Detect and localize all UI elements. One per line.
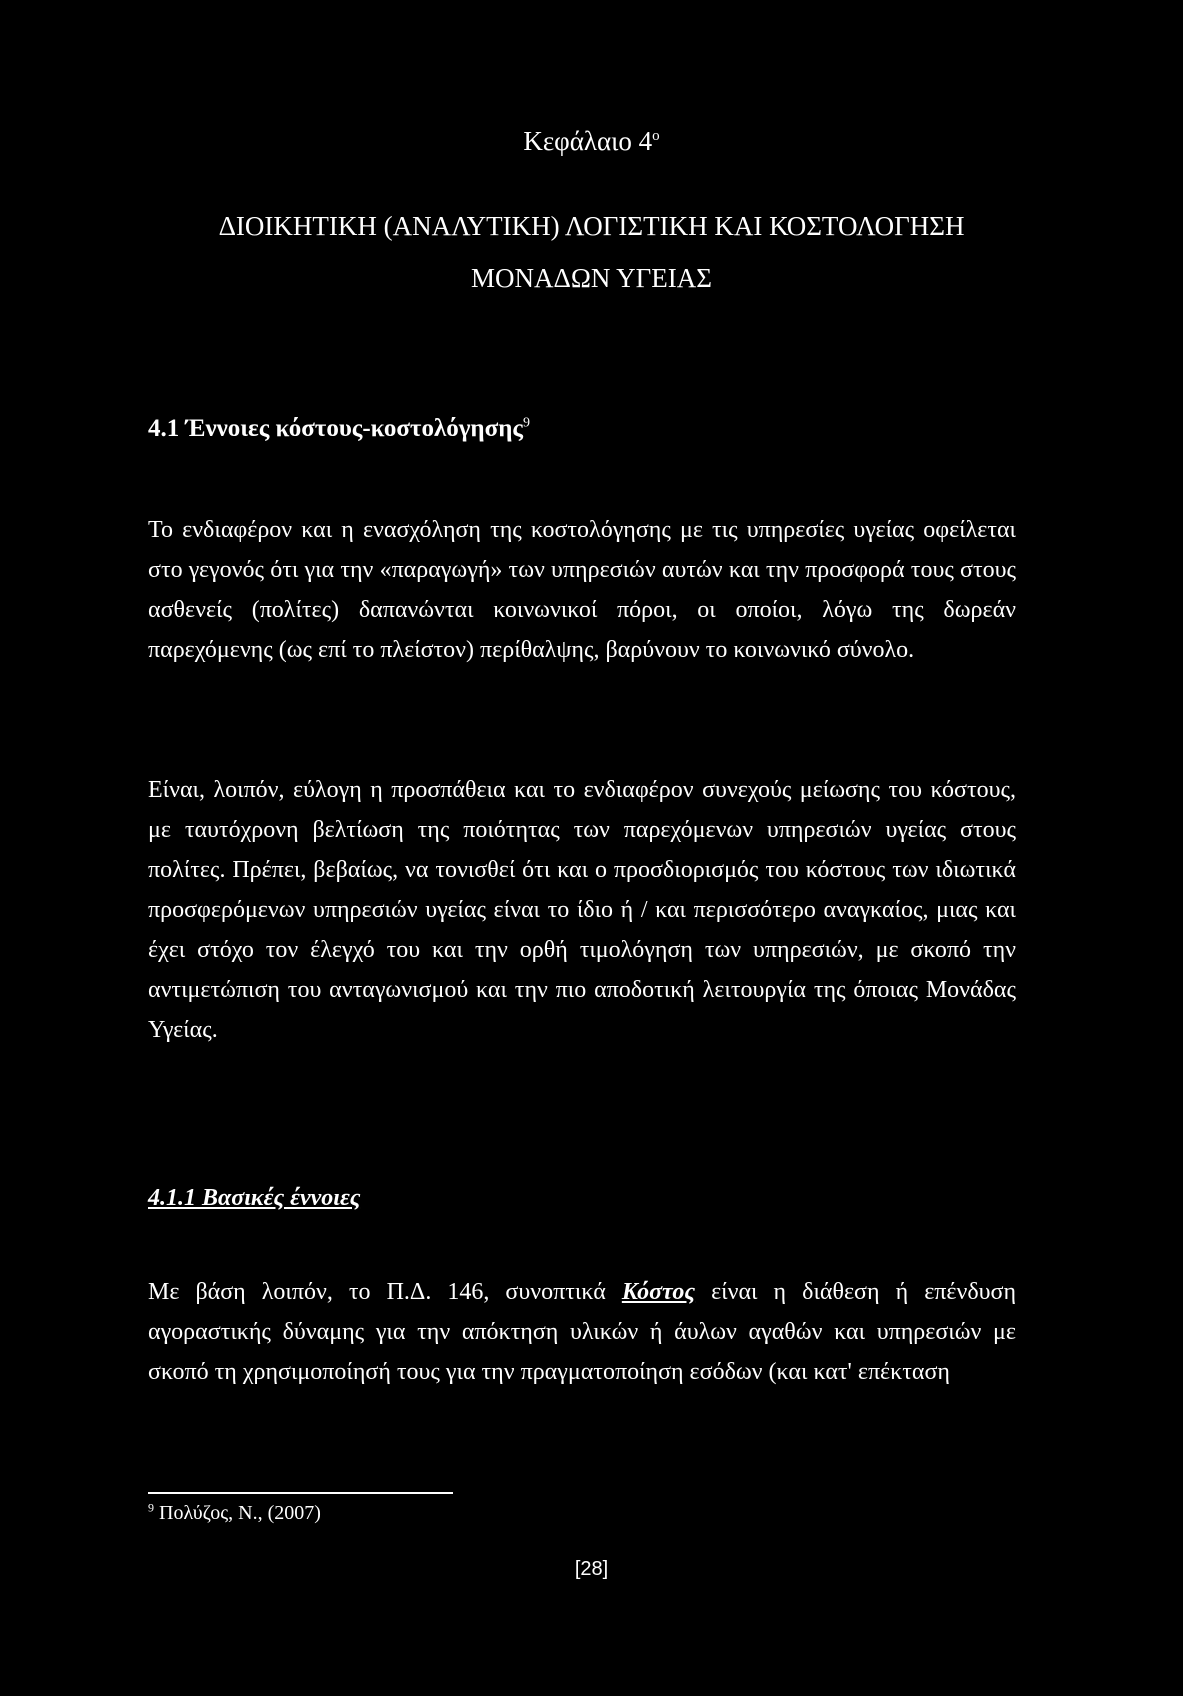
footnote-reference: 9: [522, 415, 530, 431]
paragraph-2: Είναι, λοιπόν, εύλογη η προσπάθεια και το ενδιαφέρον συνεχούς μείωσης του κόστους, με ταυτόχρονη βελτίωση της ποιότητας των παρεχόμενων υπηρεσιών υγείας στους πολίτες. Πρέπει, βεβαίως, να τονισθεί ότι και ο προσδιορισμός του κόστους των ιδιωτικά προσφερόμενων υπηρεσιών υγείας είναι το ίδιο ή / και περισσότερο αναγκαίος, μιας και έχει στόχο τον έλεγχό του και την ορθή τιμολόγηση των υπηρεσιών, με σκοπό την αντιμετώπιση του ανταγωνισμού και την πιο αποδοτική λειτουργία της όποιας Μονάδας Υγείας.: [148, 777, 1016, 1043]
paragraph-1: Το ενδιαφέρον και η ενασχόληση της κοστολόγησης με τις υπηρεσίες υγείας οφείλεται στο γεγονός ότι για την «παραγωγή» των υπηρεσιών αυτών και την προσφορά τους στους ασθενείς (πολίτες) δαπανώνται κοινωνικοί πόροι, οι οποίοι, λόγω της δωρεάν παρεχόμενης (ως επί το πλείστον) περίθαλψης, βαρύνουν το κοινωνικό σύνολο.: [148, 517, 1016, 663]
chapter-title: [0, 200, 1183, 304]
page-number: [28]: [574, 1558, 609, 1580]
defined-term: Κόστος: [621, 1279, 696, 1305]
chapter-title-line-2: ΜΟΝΑΔΩΝ ΥΓΕΙΑΣ: [471, 263, 712, 293]
footnote-divider: [148, 1492, 453, 1494]
footnote: [148, 1502, 321, 1525]
chapter-title-line-1: ΔΙΟΙΚΗΤΙΚΗ (ΑΝΑΛΥΤΙΚΗ) ΛΟΓΙΣΤΙΚΗ ΚΑΙ ΚΟΣΤΟΛΟΓΗΣΗ: [218, 211, 965, 241]
section-heading-text: 4.1 Έννοιες κόστους-κοστολόγησης: [148, 415, 523, 442]
chapter-label-superscript: ο: [652, 128, 660, 144]
paragraph-3-start: Με βάση λοιπόν, το Π.Δ. 146, συνοπτικά: [148, 1279, 622, 1305]
chapter-label: [0, 126, 1183, 157]
chapter-label-text: Κεφάλαιο 4: [523, 126, 653, 156]
paragraph-3: [148, 1272, 1016, 1392]
section-heading: [148, 415, 530, 443]
paragraph-3-end: είναι η διάθεση ή επένδυση αγοραστικής δύναμης για την απόκτηση υλικών ή άυλων αγαθών και υπηρεσιών με σκοπό τη χρησιμοποίησή τους για την πραγματοποίηση εσόδων (και κατ' επέκταση: [148, 1279, 1016, 1385]
footnote-number: 9: [148, 1500, 154, 1515]
footnote-text: Πολύζος, Ν., (2007): [154, 1502, 321, 1524]
subsection-heading: 4.1.1 Βασικές έννοιες: [148, 1185, 361, 1211]
